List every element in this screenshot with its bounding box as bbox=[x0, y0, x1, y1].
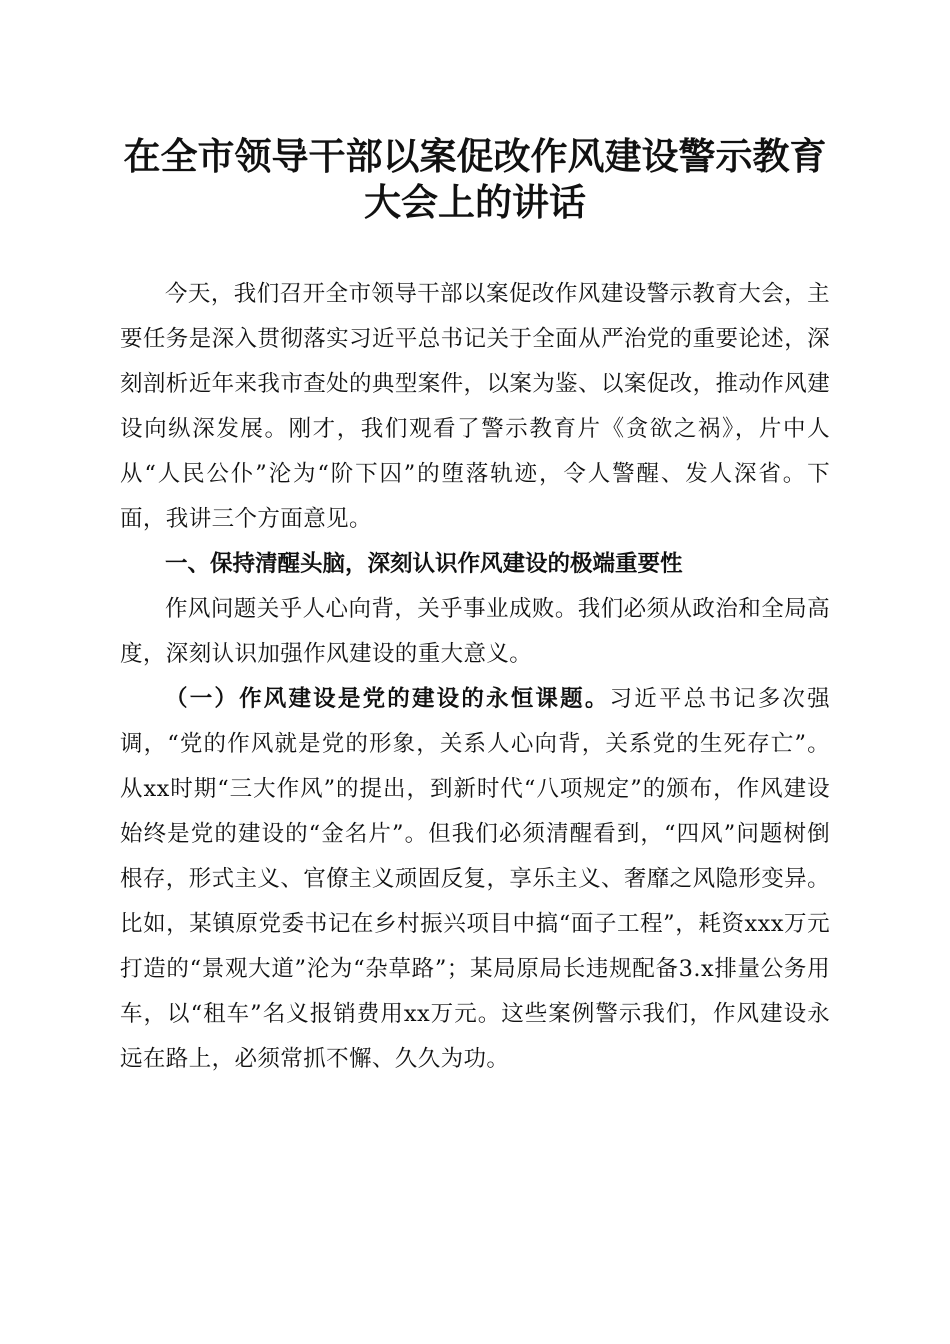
subsection-body-1: 习近平总书记多次强调，“党的作风就是党的形象，关系人心向背，关系党的生死存亡”。从xx时期“三大作风”的提出，到新时代“八项规定”的颁布，作风建设始终是党的建设的“金名片”。但我们必须清醒看到，“四风”问题树倒根存，形式主义、官僚主义顽固反复，享乐主义、奢靡之风隐形变异。比如，某镇原党委书记在乡村振兴项目中搞“面子工程”，耗资xxx万元打造的“景观大道”沦为“杂草路”；某局原局长违规配备3.x排量公务用车，以“租车”名义报销费用xx万元。这些案例警示我们，作风建设永远在路上，必须常抓不懈、久久为功。 bbox=[120, 686, 830, 1072]
document-body bbox=[120, 272, 830, 1082]
section-paragraph-1: 作风问题关乎人心向背，关乎事业成败。我们必须从政治和全局高度，深刻认识加强作风建设的重大意义。 bbox=[120, 596, 830, 667]
subsection-paragraph-1 bbox=[120, 677, 830, 1082]
section-heading-1: 一、保持清醒头脑，深刻认识作风建设的极端重要性 bbox=[165, 551, 683, 577]
subsection-lead-1: （一）作风建设是党的建设的永恒课题。 bbox=[165, 686, 610, 712]
intro-paragraph: 今天，我们召开全市领导干部以案促改作风建设警示教育大会，主要任务是深入贯彻落实习近平总书记关于全面从严治党的重要论述，深刻剖析近年来我市查处的典型案件，以案为鉴、以案促改，推动作风建设向纵深发展。刚才，我们观看了警示教育片《贪欲之祸》，片中人从“人民公仆”沦为“阶下囚”的堕落轨迹，令人警醒、发人深省。下面，我讲三个方面意见。 bbox=[120, 281, 830, 532]
document-title: 在全市领导干部以案促改作风建设警示教育大会上的讲话 bbox=[123, 134, 827, 224]
